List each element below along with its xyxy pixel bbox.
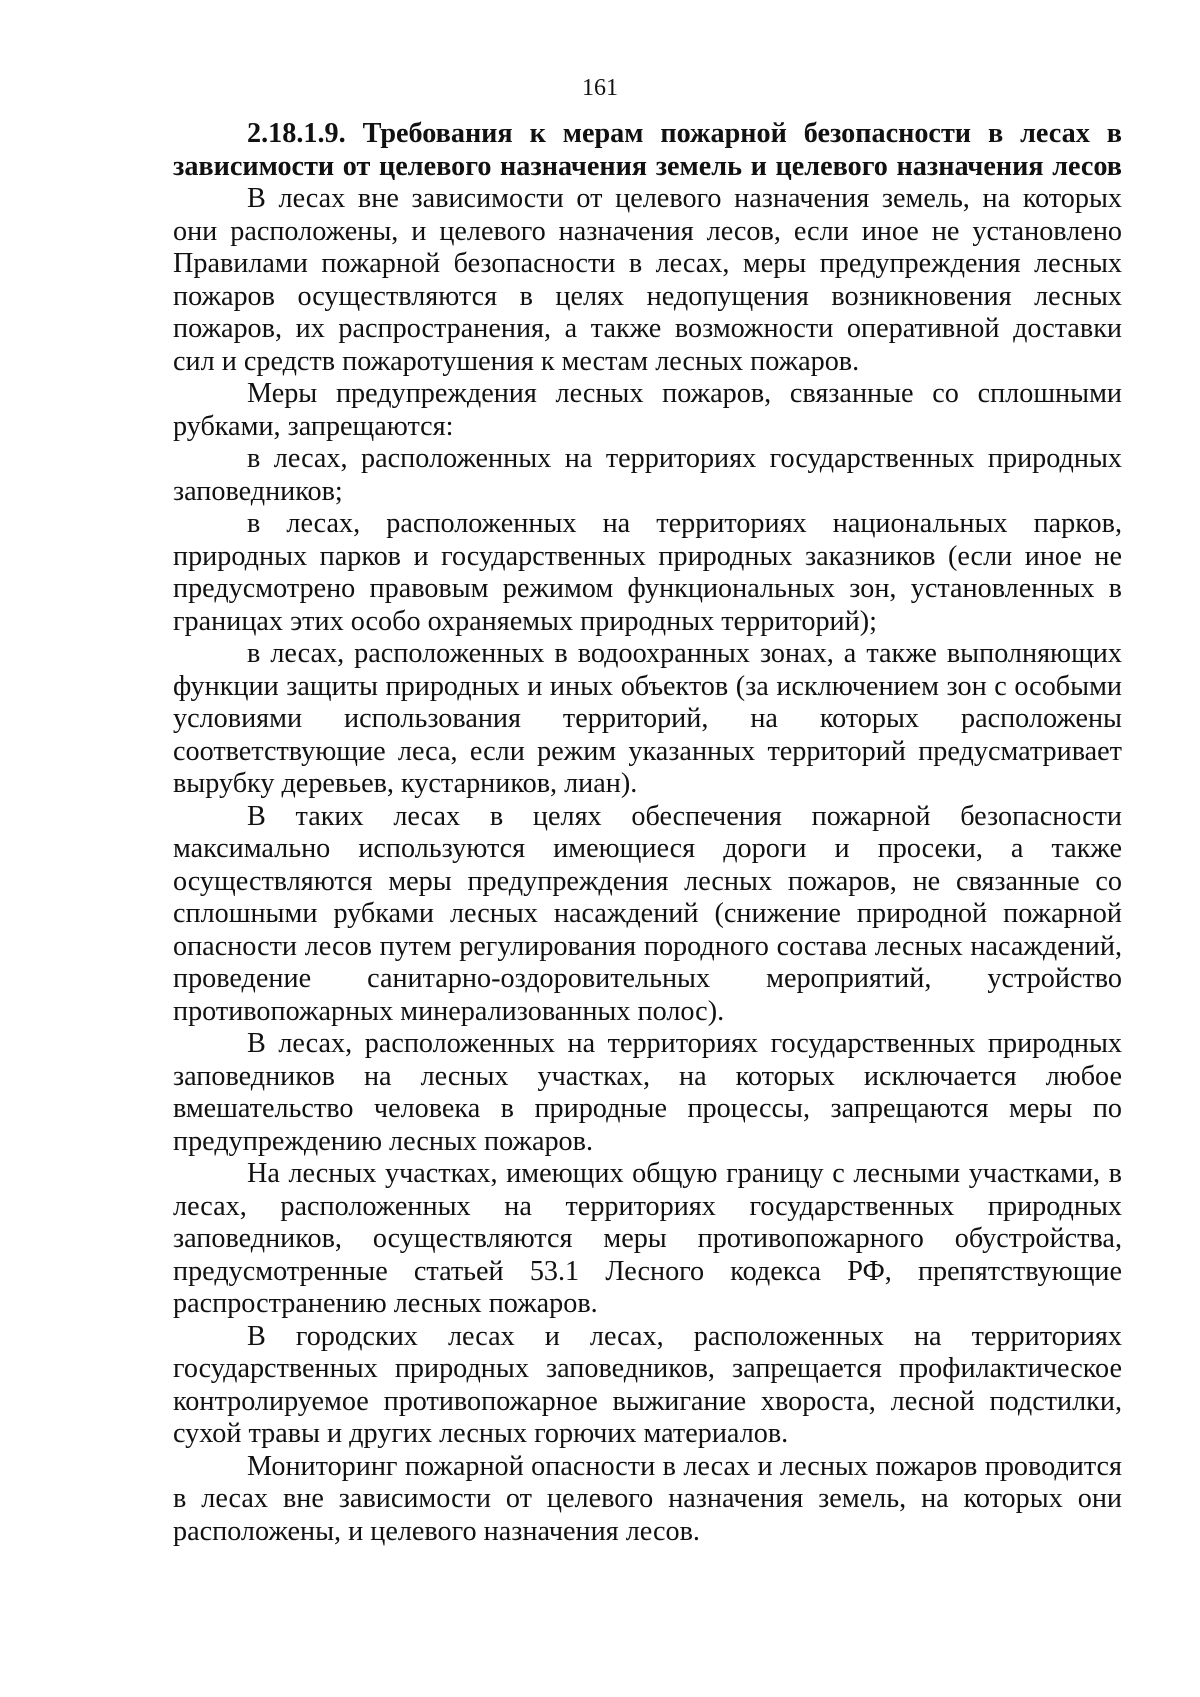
page-number: 161: [582, 75, 618, 101]
paragraph-2: Меры предупреждения лесных пожаров, связанные со сплошными рубками, запрещаются:: [173, 378, 1122, 442]
paragraph-8: На лесных участках, имеющих общую границу с лесными участками, в лесах, расположенных на территориях государственных природных заповедников, осуществляются меры противопожарного обустройства, предусмотренные статьей 53.1 Лесного кодекса РФ, препятствующие распространению лесных пожаров.: [173, 1158, 1122, 1319]
paragraph-3: в лесах, расположенных на территориях государственных природных заповедников;: [173, 443, 1122, 507]
section-heading-line-1: 2.18.1.9. Требования к мерам пожарной безопасности в лесах в: [247, 118, 1122, 149]
section-heading: [173, 118, 1122, 183]
paragraph-10: Мониторинг пожарной опасности в лесах и лесных пожаров проводится в лесах вне зависимости от целевого назначения земель, на которых они расположены, и целевого назначения лесов.: [173, 1450, 1122, 1547]
document-body: [173, 118, 1122, 1548]
paragraph-9: В городских лесах и лесах, расположенных на территориях государственных природных заповедников, запрещается профилактическое контролируемое противопожарное выжигание хвороста, лесной подстилки, сухой травы и других лесных горючих материалов.: [173, 1320, 1122, 1449]
paragraph-5: в лесах, расположенных в водоохранных зонах, а также выполняющих функции защиты природных и иных объектов (за исключением зон с особыми условиями использования территорий, на которых расположены соответствующие леса, если режим указанных территорий предусматривает вырубку деревьев, кустарников, лиан).: [173, 638, 1122, 799]
section-heading-line-2: зависимости от целевого назначения земель и целевого назначения лесов: [173, 150, 1122, 182]
paragraph-4: в лесах, расположенных на территориях национальных парков, природных парков и государственных природных заказников (если иное не предусмотрено правовым режимом функциональных зон, установленных в границах этих особо охраняемых природных территорий);: [173, 508, 1122, 637]
paragraph-7: В лесах, расположенных на территориях государственных природных заповедников на лесных участках, на которых исключается любое вмешательство человека в природные процессы, запрещаются меры по предупреждению лесных пожаров.: [173, 1028, 1122, 1157]
paragraph-1: В лесах вне зависимости от целевого назначения земель, на которых они расположены, и целевого назначения лесов, если иное не установлено Правилами пожарной безопасности в лесах, меры предупреждения лесных пожаров осуществляются в целях недопущения возникновения лесных пожаров, их распространения, а также возможности оперативной доставки сил и средств пожаротушения к местам лесных пожаров.: [173, 183, 1122, 377]
paragraph-6: В таких лесах в целях обеспечения пожарной безопасности максимально используются имеющиеся дороги и просеки, а также осуществляются меры предупреждения лесных пожаров, не связанные со сплошными рубками лесных насаждений (снижение природной пожарной опасности лесов путем регулирования породного состава лесных насаждений, проведение санитарно-оздоровительных мероприятий, устройство противопожарных минерализованных полос).: [173, 800, 1122, 1027]
